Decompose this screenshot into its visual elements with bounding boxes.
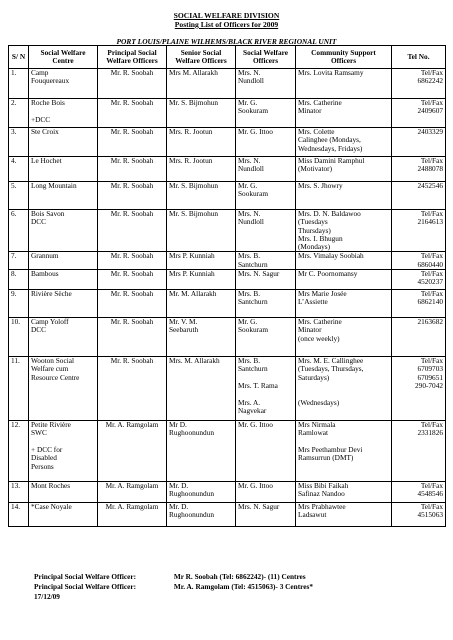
table-row	[9, 503, 446, 527]
cell-principal-officer	[98, 252, 167, 270]
cell-centre	[29, 318, 98, 357]
cell-support-officer-line: Mrs Marie Josée	[298, 289, 347, 299]
cell-tel-line: 4548546	[417, 489, 443, 499]
cell-principal-officer	[98, 69, 167, 99]
cell-tel	[392, 290, 446, 318]
cell-tel	[392, 482, 446, 503]
cell-centre-line: Rivière Sèche	[31, 289, 72, 299]
cell-principal-officer-line: Mr. A. Ramgolam	[105, 502, 159, 512]
cell-centre-line: Grannum	[31, 251, 59, 261]
cell-senior-officer	[167, 128, 236, 157]
cell-welfare-officer-line: Mrs. B.	[238, 356, 261, 366]
cell-welfare-officer-line: Mr. G. Ittoo	[238, 127, 273, 136]
cell-senior-officer	[167, 252, 236, 270]
cell-support-officer-line: Mrs. Vimalay Soobiah	[298, 251, 364, 261]
cell-centre-line: Ste Croix	[31, 127, 59, 136]
cell-tel	[392, 252, 446, 270]
cell-support-officer	[296, 210, 392, 252]
cell-welfare-officer-line: Mr. G.	[238, 98, 258, 107]
cell-tel-line: 4515063	[417, 510, 443, 520]
cell-senior-officer-line: Mrs. R. Jootun	[169, 127, 213, 136]
posting-table	[8, 45, 446, 527]
cell-support-officer-line: Miss Bibi Faikah	[298, 481, 349, 491]
cell-support-officer-line: (Motivator)	[298, 164, 333, 174]
cell-support-officer-line: Mrs. Catherine	[298, 98, 342, 107]
table-row	[9, 99, 446, 128]
cell-tel-line: Tel/Fax	[420, 269, 443, 279]
table-row	[9, 421, 446, 482]
cell-support-officer-line: Mrs. M. E. Callinghee	[298, 356, 364, 366]
cell-welfare-officer-line: Mrs. A.	[238, 397, 261, 407]
cell-centre-line: Disabled	[31, 453, 57, 463]
cell-tel-line: 2409607	[417, 106, 443, 116]
cell-centre-line: Roche Bois	[31, 98, 65, 107]
cell-tel	[392, 99, 446, 128]
cell-support-officer-line: Mrs. S. Jhowry	[298, 181, 343, 190]
cell-tel	[392, 69, 446, 99]
cell-welfare-officer	[236, 210, 296, 252]
cell-support-officer	[296, 482, 392, 503]
cell-support-officer-line	[298, 382, 389, 390]
header-senior-officers: Senior Social Welfare Officers	[167, 46, 236, 69]
footer-value-1: Mr R. Soobah (Tel: 6862242)- (11) Centres	[173, 572, 306, 581]
cell-tel-line: Tel/Fax	[420, 356, 443, 366]
cell-support-officer-line: Minator	[298, 106, 322, 116]
cell-support-officer-line: Mrs Peethambur Devi	[298, 444, 363, 454]
cell-centre-line: +DCC	[31, 114, 51, 124]
cell-senior-officer-line: Mr. S. Bijmohun	[169, 181, 219, 190]
cell-sn: 11.	[9, 357, 29, 421]
cell-tel-line: 2164613	[417, 217, 443, 227]
cell-support-officer-line: Mr C. Poornomansy	[298, 269, 358, 279]
cell-support-officer	[296, 290, 392, 318]
cell-tel-line: Tel/Fax	[420, 289, 443, 299]
cell-principal-officer-line: Mr. R. Soobah	[110, 181, 154, 190]
cell-support-officer-line: Saturdays)	[298, 372, 330, 382]
cell-tel-line: 2403329	[417, 127, 443, 136]
cell-welfare-officer-line: Mrs. B.	[238, 251, 261, 261]
cell-centre	[29, 99, 98, 128]
cell-welfare-officer-line: Mr. G.	[238, 317, 258, 327]
cell-principal-officer	[98, 99, 167, 128]
cell-support-officer	[296, 157, 392, 182]
cell-welfare-officer-line: Santchurn	[238, 297, 268, 307]
cell-welfare-officer-line: Nundloll	[238, 164, 264, 174]
cell-welfare-officer-line: Nagvekar	[238, 405, 267, 415]
cell-centre-line: DCC	[31, 217, 47, 227]
cell-senior-officer-line: Rughoonundun	[169, 428, 214, 438]
cell-support-officer-line: L’Assiette	[298, 297, 328, 307]
cell-welfare-officer-line: Mr. G. Ittoo	[238, 481, 273, 491]
table-row	[9, 157, 446, 182]
cell-centre	[29, 128, 98, 157]
cell-support-officer-line: Miss Damini Ramphul	[298, 156, 365, 165]
cell-support-officer-line: (once weekly)	[298, 333, 340, 343]
cell-principal-officer	[98, 421, 167, 482]
cell-principal-officer	[98, 357, 167, 421]
cell-tel-line: 4520237	[417, 277, 443, 287]
header-welfare-officers: Social Welfare Officers	[236, 46, 296, 69]
cell-principal-officer	[98, 290, 167, 318]
cell-support-officer-line: Wednesdays, Fridays)	[298, 143, 363, 153]
cell-support-officer-line: Minator	[298, 325, 322, 335]
cell-principal-officer-line: Mr. A. Ramgolam	[105, 420, 159, 430]
cell-welfare-officer-line: Sookuram	[238, 325, 268, 335]
cell-support-officer-line: (Mondays)	[298, 242, 331, 252]
cell-welfare-officer	[236, 270, 296, 290]
cell-support-officer-line: Mrs. Lovita Ramsamy	[298, 68, 364, 77]
cell-tel-line: Tel/Fax	[420, 420, 443, 430]
cell-sn: 7.	[9, 252, 29, 270]
cell-support-officer-line: Ramlowat	[298, 428, 328, 438]
cell-senior-officer	[167, 318, 236, 357]
cell-principal-officer-line: Mr. R. Soobah	[110, 209, 154, 218]
table-row	[9, 210, 446, 252]
cell-senior-officer-line: Mrs P. Kunniah	[169, 269, 215, 279]
cell-senior-officer-line: Mr. S. Bijmohun	[169, 98, 219, 107]
cell-support-officer	[296, 357, 392, 421]
cell-support-officer-line: Calinghee (Mondays,	[298, 135, 361, 145]
table-row	[9, 357, 446, 421]
cell-support-officer	[296, 421, 392, 482]
cell-senior-officer-line: Mrs. M. Allarakh	[169, 356, 220, 366]
table-row	[9, 482, 446, 503]
document-title: SOCIAL WELFARE DIVISION	[173, 11, 280, 20]
cell-senior-officer-line: Mrs P. Kunniah	[169, 251, 215, 261]
cell-tel-line: Tel/Fax	[420, 68, 443, 77]
cell-senior-officer	[167, 99, 236, 128]
cell-welfare-officer	[236, 69, 296, 99]
cell-welfare-officer	[236, 252, 296, 270]
cell-welfare-officer	[236, 290, 296, 318]
cell-senior-officer	[167, 421, 236, 482]
cell-senior-officer-line: Mr. D.	[169, 481, 189, 491]
cell-support-officer-line: Mrs. D. N. Baldawoo	[298, 209, 361, 218]
cell-support-officer	[296, 503, 392, 527]
cell-principal-officer-line: Mr. R. Soobah	[110, 269, 154, 279]
cell-senior-officer	[167, 482, 236, 503]
cell-senior-officer-line: Rughoonundun	[169, 510, 214, 520]
cell-centre	[29, 182, 98, 210]
cell-support-officer-line: Ladsawut	[298, 510, 327, 520]
cell-welfare-officer	[236, 99, 296, 128]
cell-welfare-officer-line: Santchurn	[238, 259, 268, 269]
header-support-officers: Community Support Officers	[296, 46, 392, 69]
cell-principal-officer	[98, 210, 167, 252]
cell-principal-officer	[98, 503, 167, 527]
cell-centre-line: Resource Centre	[31, 372, 80, 382]
cell-centre	[29, 69, 98, 99]
cell-centre-line: Petite Rivière	[31, 420, 71, 430]
cell-senior-officer	[167, 357, 236, 421]
cell-senior-officer	[167, 503, 236, 527]
cell-centre-line: Welfare cum	[31, 364, 69, 374]
footer-line-1	[34, 572, 313, 582]
cell-centre	[29, 357, 98, 421]
cell-centre-line: Bambous	[31, 269, 59, 279]
cell-senior-officer	[167, 210, 236, 252]
cell-senior-officer	[167, 69, 236, 99]
cell-support-officer-line: Ramsurrun (DMT)	[298, 453, 354, 463]
cell-senior-officer	[167, 182, 236, 210]
cell-welfare-officer-line: Mrs. N. Sagur	[238, 269, 280, 279]
table-row	[9, 318, 446, 357]
cell-support-officer	[296, 318, 392, 357]
cell-tel-line: 6709703	[417, 364, 443, 374]
cell-tel	[392, 182, 446, 210]
cell-welfare-officer-line: Mrs. N.	[238, 156, 261, 165]
cell-welfare-officer-line: Mrs. N. Sagur	[238, 502, 280, 512]
footer-label-2: Principal Social Welfare Officer:	[34, 582, 137, 591]
cell-centre-line: SWC	[31, 428, 47, 438]
cell-sn: 12.	[9, 421, 29, 482]
cell-principal-officer-line: Mr. R. Soobah	[110, 251, 154, 261]
cell-centre	[29, 252, 98, 270]
cell-welfare-officer-line: Mr. G.	[238, 181, 258, 190]
regional-unit-heading: PORT LOUIS/PLAINE WILHEMS/BLACK RIVER REGIONAL UNIT	[116, 37, 337, 46]
cell-support-officer-line: Thursdays)	[298, 225, 331, 235]
cell-support-officer-line: (Tuesdays	[298, 217, 328, 227]
cell-support-officer	[296, 182, 392, 210]
cell-senior-officer-line: Mrs. R. Jootun	[169, 156, 213, 165]
cell-welfare-officer	[236, 157, 296, 182]
table-row	[9, 128, 446, 157]
cell-tel	[392, 421, 446, 482]
cell-principal-officer-line: Mr. R. Soobah	[110, 356, 154, 366]
cell-tel-line: Tel/Fax	[420, 209, 443, 218]
cell-support-officer-line: Mrs Nirmala	[298, 420, 336, 430]
cell-centre	[29, 270, 98, 290]
cell-sn: 4.	[9, 157, 29, 182]
cell-principal-officer	[98, 128, 167, 157]
cell-welfare-officer	[236, 182, 296, 210]
table-row	[9, 270, 446, 290]
table-row	[9, 290, 446, 318]
cell-welfare-officer-line: Santchurn	[238, 364, 268, 374]
cell-principal-officer	[98, 482, 167, 503]
cell-welfare-officer-line: Mr. G. Ittoo	[238, 420, 273, 430]
cell-tel-line: Tel/Fax	[420, 251, 443, 261]
cell-sn: 13.	[9, 482, 29, 503]
cell-welfare-officer-line: Mrs. N.	[238, 68, 261, 77]
cell-tel-line: 290-7042	[415, 380, 443, 390]
cell-centre	[29, 290, 98, 318]
table-row	[9, 252, 446, 270]
cell-centre-line: *Case Noyale	[31, 502, 72, 512]
cell-sn: 9.	[9, 290, 29, 318]
cell-support-officer-line: Safinaz Nandoo	[298, 489, 345, 499]
cell-senior-officer	[167, 290, 236, 318]
cell-sn: 6.	[9, 210, 29, 252]
cell-welfare-officer	[236, 128, 296, 157]
cell-tel	[392, 357, 446, 421]
table-header-row	[9, 46, 446, 69]
cell-centre-line: Mont Roches	[31, 481, 71, 491]
cell-centre-line: + DCC for	[31, 444, 63, 454]
document-subtitle: Posting List of Officers for 2009	[174, 20, 279, 29]
cell-senior-officer	[167, 157, 236, 182]
cell-senior-officer-line: Mr. M. Allarakh	[169, 289, 217, 299]
cell-centre-line: Camp Yoloff	[31, 317, 69, 327]
footer-label-1: Principal Social Welfare Officer:	[34, 572, 137, 581]
cell-support-officer	[296, 270, 392, 290]
table-row	[9, 69, 446, 99]
cell-tel-line: 2452546	[417, 181, 443, 190]
cell-welfare-officer-line: Mrs. B.	[238, 289, 261, 299]
footer-date: 17/12/09	[34, 592, 60, 601]
cell-centre	[29, 421, 98, 482]
cell-tel-line: Tel/Fax	[420, 98, 443, 107]
cell-sn: 2.	[9, 99, 29, 128]
cell-tel-line: 6709651	[417, 372, 443, 382]
cell-welfare-officer-line: Sookuram	[238, 106, 268, 116]
cell-centre-line: Bois Savon	[31, 209, 65, 218]
cell-principal-officer	[98, 270, 167, 290]
cell-principal-officer-line: Mr. R. Soobah	[110, 98, 154, 107]
header-sn: S/ N	[9, 46, 29, 69]
cell-welfare-officer	[236, 482, 296, 503]
cell-tel-line: 6862242	[417, 76, 443, 86]
footer-line-2	[34, 582, 313, 592]
cell-tel-line: Tel/Fax	[420, 481, 443, 491]
cell-principal-officer	[98, 182, 167, 210]
cell-senior-officer-line: Seebaruth	[169, 325, 199, 335]
cell-principal-officer-line: Mr. A. Ramgolam	[105, 481, 159, 491]
cell-support-officer	[296, 128, 392, 157]
cell-sn: 1.	[9, 69, 29, 99]
cell-senior-officer-line: Rughoonundun	[169, 489, 214, 499]
cell-support-officer	[296, 69, 392, 99]
cell-tel-line: Tel/Fax	[420, 156, 443, 165]
cell-support-officer-line: (Wednesdays)	[298, 397, 340, 407]
cell-support-officer-line: Mrs. Catherine	[298, 317, 342, 327]
cell-welfare-officer-line: Nundloll	[238, 76, 264, 86]
cell-sn: 10.	[9, 318, 29, 357]
cell-centre-line: Persons	[31, 461, 54, 471]
cell-senior-officer-line: Mr. V. M.	[169, 317, 198, 327]
cell-principal-officer	[98, 318, 167, 357]
cell-principal-officer	[98, 157, 167, 182]
table-row	[9, 182, 446, 210]
cell-principal-officer-line: Mr. R. Soobah	[110, 317, 154, 327]
header-principal-officers: Principal Social Welfare Officers	[98, 46, 167, 69]
cell-support-officer-line: Mrs Prabhawtee	[298, 502, 346, 512]
cell-centre-line: Fouquereaux	[31, 76, 70, 86]
cell-tel	[392, 210, 446, 252]
header-tel: Tel No.	[392, 46, 446, 69]
cell-welfare-officer-line: Mrs. N.	[238, 209, 261, 218]
cell-welfare-officer	[236, 421, 296, 482]
cell-principal-officer-line: Mr. R. Soobah	[110, 68, 154, 77]
cell-centre-line: Wooton Social	[31, 356, 74, 366]
cell-tel	[392, 128, 446, 157]
cell-support-officer-line: Mrs. I. Bhugun	[298, 233, 343, 243]
cell-welfare-officer-line: Nundloll	[238, 217, 264, 227]
footer	[34, 572, 313, 602]
cell-centre-line: DCC	[31, 325, 47, 335]
cell-senior-officer-line: Mr. S. Bijmohun	[169, 209, 219, 218]
cell-tel	[392, 318, 446, 357]
cell-tel	[392, 270, 446, 290]
cell-support-officer-line: (Tuesdays, Thursdays,	[298, 364, 364, 374]
cell-tel-line: 2163682	[417, 317, 443, 327]
cell-tel	[392, 503, 446, 527]
cell-tel	[392, 157, 446, 182]
cell-welfare-officer-line: Mrs. T. Rama	[238, 380, 278, 390]
cell-senior-officer	[167, 270, 236, 290]
cell-welfare-officer	[236, 503, 296, 527]
cell-welfare-officer-line: Sookuram	[238, 189, 268, 199]
cell-tel-line: Tel/Fax	[420, 502, 443, 512]
footer-value-2: Mr. A. Ramgolam (Tel: 4515063)- 3 Centres*	[173, 582, 313, 591]
cell-support-officer	[296, 99, 392, 128]
header-centre: Social Welfare Centre	[29, 46, 98, 69]
cell-centre	[29, 482, 98, 503]
cell-principal-officer-line: Mr. R. Soobah	[110, 127, 154, 136]
cell-principal-officer-line: Mr. R. Soobah	[110, 289, 154, 299]
cell-centre-line: Long Mountain	[31, 181, 77, 190]
cell-sn: 3.	[9, 128, 29, 157]
cell-senior-officer-line: Mr D.	[169, 420, 187, 430]
cell-support-officer-line: Mrs. Colette	[298, 127, 335, 136]
cell-tel-line: 6860440	[417, 259, 443, 269]
cell-tel-line: 6862140	[417, 297, 443, 307]
cell-sn: 5.	[9, 182, 29, 210]
cell-centre	[29, 210, 98, 252]
cell-centre	[29, 157, 98, 182]
cell-centre-line: Camp	[31, 68, 49, 77]
cell-support-officer	[296, 252, 392, 270]
cell-senior-officer-line: Mrs M. Allarakh	[169, 68, 218, 77]
cell-welfare-officer	[236, 357, 296, 421]
cell-principal-officer-line: Mr. R. Soobah	[110, 156, 154, 165]
cell-centre	[29, 503, 98, 527]
cell-tel-line: 2331826	[417, 428, 443, 438]
cell-centre-line: Le Hochet	[31, 156, 62, 165]
cell-welfare-officer	[236, 318, 296, 357]
cell-sn: 14.	[9, 503, 29, 527]
cell-senior-officer-line: Mr. D.	[169, 502, 189, 512]
cell-sn: 8.	[9, 270, 29, 290]
cell-tel-line: 2488078	[417, 164, 443, 174]
